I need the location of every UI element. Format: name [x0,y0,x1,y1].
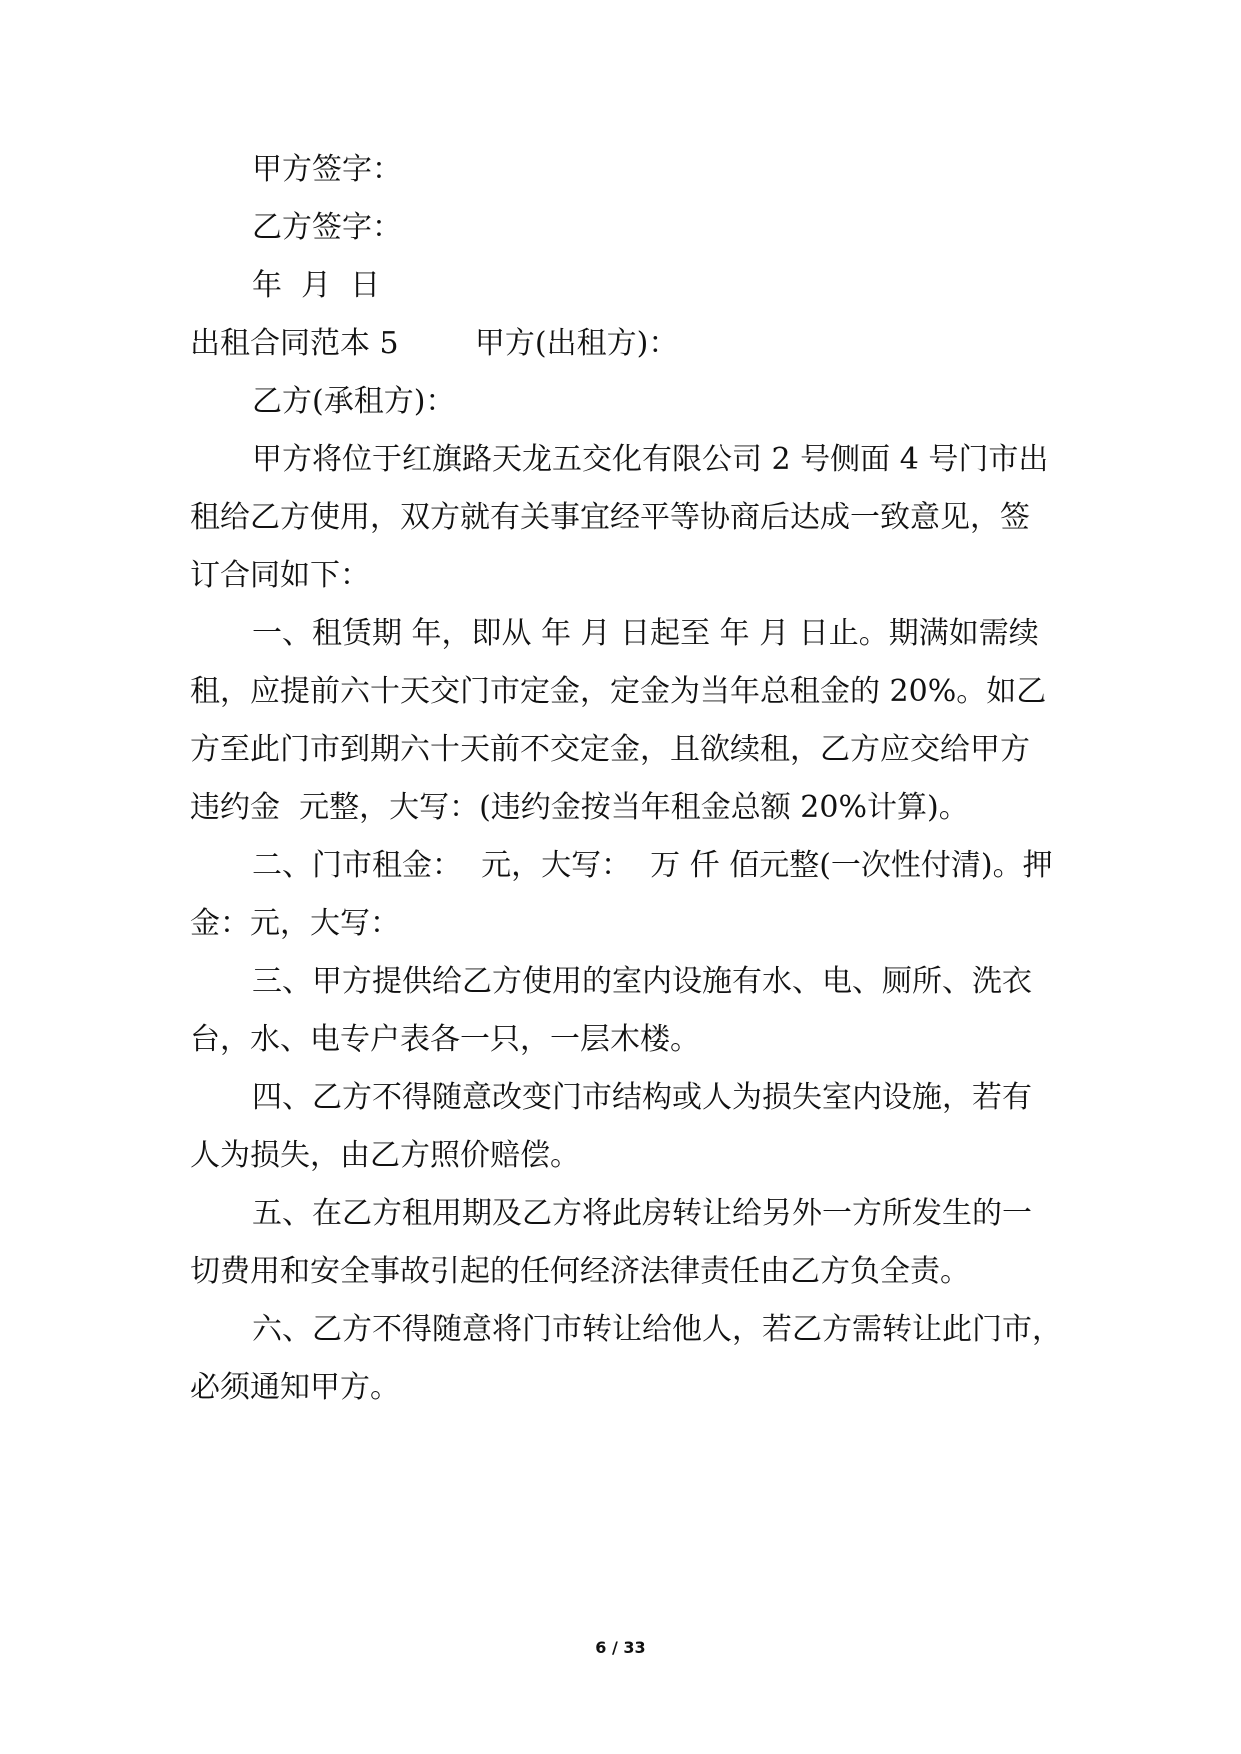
clause-6-line: 必须通知甲方。 [190,1370,400,1405]
paragraph-line: 甲方将位于红旗路天龙五交化有限公司 2 号侧面 4 号门市出 [252,442,1049,477]
clause-1-line: 租，应提前六十天交门市定金，定金为当年总租金的 20%。如乙 [190,674,1047,709]
clause-1-line: 违约金 元整，大写：(违约金按当年租金总额 20%计算)。 [190,790,969,825]
clause-2-line: 二、门市租金： 元，大写： 万 仟 佰元整(一次性付清)。押 [252,848,1053,883]
paragraph-line: 租给乙方使用，双方就有关事宜经平等协商后达成一致意见，签 [190,500,1030,535]
party-b-signature-line: 乙方签字： [252,210,402,245]
page-number: 6 / 33 [595,1638,646,1657]
paragraph-line: 订合同如下： [190,558,370,593]
clause-5-line: 切费用和安全事故引起的任何经济法律责任由乙方负全责。 [190,1254,970,1289]
section-heading-template-5: 出租合同范本 5 甲方(出租方)： [190,326,679,361]
date-line: 年 月 日 [252,268,381,303]
clause-5-line: 五、在乙方租用期及乙方将此房转让给另外一方所发生的一 [252,1196,1032,1231]
clause-6-line: 六、乙方不得随意将门市转让给他人，若乙方需转让此门市， [252,1312,1062,1347]
clause-2-line: 金：元，大写： [190,906,400,941]
clause-4-line: 四、乙方不得随意改变门市结构或人为损失室内设施，若有 [252,1080,1032,1115]
clause-4-line: 人为损失，由乙方照价赔偿。 [190,1138,580,1173]
party-a-signature-line: 甲方签字： [252,152,402,187]
clause-1-line: 一、租赁期 年，即从 年 月 日起至 年 月 日止。期满如需续 [252,616,1039,651]
clause-3-line: 三、甲方提供给乙方使用的室内设施有水、电、厕所、洗衣 [252,964,1032,999]
lessee-line: 乙方(承租方)： [252,384,456,419]
clause-1-line: 方至此门市到期六十天前不交定金，且欲续租，乙方应交给甲方 [190,732,1030,767]
clause-3-line: 台，水、电专户表各一只，一层木楼。 [190,1022,700,1057]
